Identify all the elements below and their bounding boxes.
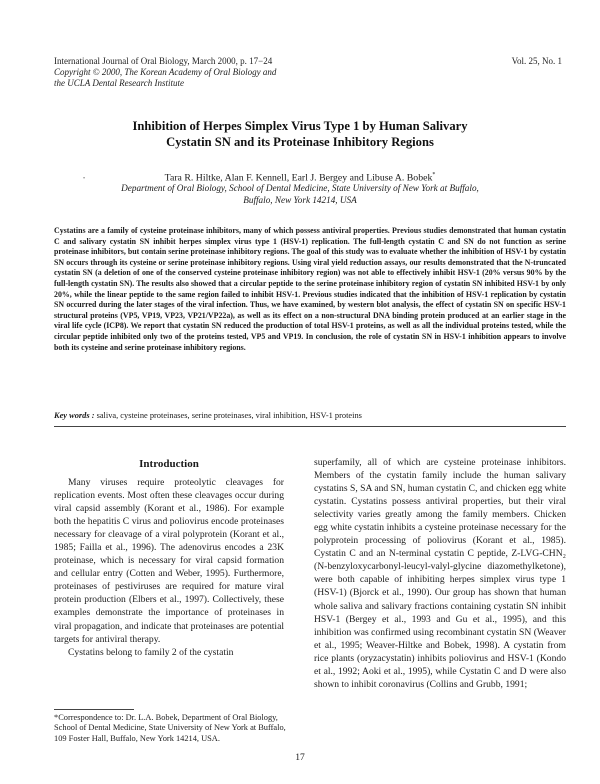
authors-text: Tara R. Hiltke, Alan F. Kennell, Earl J. Bergey and Libuse A. Bobek <box>164 172 433 184</box>
title-line-1: Inhibition of Herpes Simplex Virus Type 1 by Human Salivary <box>132 119 468 133</box>
affiliation-line-1: Department of Oral Biology, School of Dental Medicine, State University of New York at Buffalo, <box>121 183 479 193</box>
journal-citation: International Journal of Oral Biology, March 2000, p. 17−24 <box>54 56 273 66</box>
volume-issue: Vol. 25, No. 1 <box>511 56 562 66</box>
intro-paragraph-continued: superfamily, all of which are cysteine proteinase inhibitors. Members of the cystatin family include the human salivary cystatins S, SA and SN, human cystatin C, and chicken egg white cystatin. Cystatins possess antiviral properties, but their viral selectivity varies greatly among the family members. Chicken egg white cystatin inhibits a cysteine proteinase necessary for the polyprotein processing of poliovirus (Korant et al., 1985). Cystatin C and an N-terminal cystatin C peptide, Z-LVG-CHN₂ (N-benzyloxycarbonyl-leucyl-valyl-glycine diazomethylketone), were both capable of inhibiting herpes simplex virus type 1 (HSV-1) (Bjorck et al., 1990). Our group has shown that human whole saliva and salivary fractions containing cystatin SN inhibit HSV-1 (Bergey et al., 1993 and Gu et al., 1995), and this inhibition was confirmed using recombinant cystatin SN (Weaver et al., 1995; Weaver-Hiltke and Bobek, 1998). A cystatin from rice plants (oryzacystatin) inhibits poliovirus and HSV-1 (Kondo et al., 1992; Aoki et al., 1995), while Cystatin C and D were also shown to inhibit coronavirus (Collins and Grubb, 1991; <box>314 457 566 690</box>
intro-paragraph-2: Cystatins belong to family 2 of the cystatin <box>68 646 234 658</box>
right-column <box>314 456 566 691</box>
speck-mark: • <box>83 176 86 182</box>
abstract: Cystatins are a family of cysteine proteinase inhibitors, many of which possess antiviral properties. Previous studies demonstrated that human cystatin C and salivary cystatin SN inhibit herpes simplex virus type 1 (HSV-1) replication. The full-length cystatin C and SN do not function as serine proteinase inhibitors, but contain serine proteinase inhibitory regions. The goal of this study was to evaluate whether the inhibition of HSV-1 by cystatin SN occurs through its cysteine or serine proteinase inhibitory regions. Using viral yield reduction assays, our results demonstrated that the N-truncated cystatin SN (a deletion of one of the conserved cysteine proteinase inhibitory region) was not able to effectively inhibit HSV-1 (20% versus 90% by the full-length cystatin SN). The results also showed that a circular peptide to the serine proteinase inhibitory region of cystatin SN inhibited HSV-1 by only 20%, while the linear peptide to the same region failed to inhibit HSV-1. Previous studies indicated that the inhibition of HSV-1 replication by cystatin SN occurred during the later stages of the viral infection. Thus, we have examined, by western blot analysis, the effect of cystatin SN on specific HSV-1 structural proteins (VP5, VP19, VP23, VP21/VP22a), as well as its effect on a non-structural DNA binding protein produced at an earlier stage in the viral life cycle (ICP8). We report that cystatin SN reduced the production of total HSV-1 proteins, as well as all the individual proteins tested, while the circular peptide inhibited only two of the proteins tested, VP5 and VP19. In conclusion, the role of cystatin SN in HSV-1 inhibition appears to involve both its cysteine and serine proteinase inhibitory regions. <box>54 226 566 352</box>
correspondence-footnote: *Correspondence to: Dr. L.A. Bobek, Department of Oral Biology, School of Dental Medicine, State University of New York at Buffalo, 109 Foster Hall, Buffalo, New York 14214, USA. <box>54 713 286 743</box>
keywords <box>54 410 566 421</box>
section-heading-introduction: Introduction <box>139 458 199 470</box>
left-column <box>54 476 284 659</box>
intro-paragraph-1: Many viruses require proteolytic cleavages for replication events. Most often these cleavages occur during viral capsid assembly (Korant et al., 1986). For example both the hepatitis C virus and poliovirus encode proteinases necessary for cleavage of a viral polyprotein (Korant et al., 1985; Failla et al., 1996). The adenovirus encodes a 23K proteinase, which is necessary for viral capsid formation and cellular entry (Cotten and Weber, 1995). Furthermore, proteinases of pestiviruses are required for mature viral protein production (Elbers et al., 1997). Collectively, these examples demonstrate the importance of proteinases in viral propagation, and indicate that proteinases are potential targets for antiviral therapy. <box>54 477 284 645</box>
affiliation <box>60 182 540 206</box>
section-divider <box>54 426 566 427</box>
page-number: 17 <box>295 752 305 763</box>
corresponding-author-mark: * <box>432 172 436 178</box>
affiliation-line-2: Buffalo, New York 14214, USA <box>243 195 357 205</box>
title-line-2: Cystatin SN and its Proteinase Inhibitory Regions <box>166 135 434 149</box>
copyright-line: Copyright © 2000, The Korean Academy of Oral Biology and <box>54 67 277 77</box>
journal-header <box>54 56 564 89</box>
copyright-line-2: the UCLA Dental Research Institute <box>54 78 184 88</box>
keywords-value: saliva, cysteine proteinases, serine proteinases, viral inhibition, HSV-1 proteins <box>94 411 362 420</box>
keywords-label: Key words : <box>54 411 95 420</box>
article-title <box>60 118 540 150</box>
footnote-divider <box>54 709 134 710</box>
